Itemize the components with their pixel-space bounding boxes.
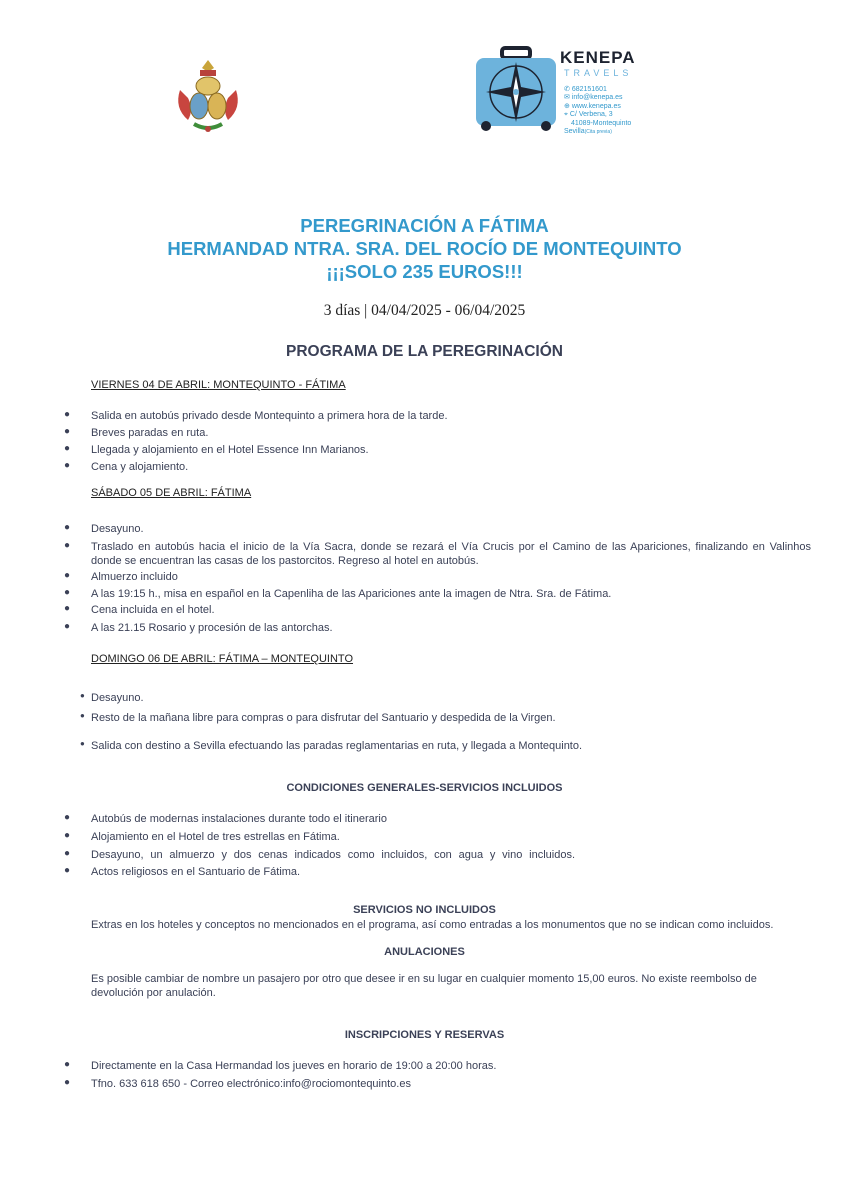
included-heading: CONDICIONES GENERALES-SERVICIOS INCLUIDOS — [286, 782, 563, 794]
day1-item: Cena y alojamiento. — [91, 461, 189, 473]
bullet-icon: ● — [64, 603, 71, 614]
logo-address2: 41089-Montequinto — [571, 119, 632, 127]
bullet-icon: ● — [64, 426, 71, 437]
bullet-icon: ● — [64, 460, 71, 471]
brotherhood-crest-icon — [168, 56, 248, 136]
bullet-icon: ● — [64, 865, 71, 876]
day2-item: Desayuno. — [91, 523, 144, 535]
bullet-icon: ● — [64, 570, 71, 581]
day3-item: Resto de la mañana libre para compras o para disfrutar del Santuario y despedida de la Virgen. — [91, 712, 556, 724]
cancellations-heading: ANULACIONES — [384, 946, 465, 958]
day2-heading: SÁBADO 05 DE ABRIL: FÁTIMA — [91, 487, 252, 499]
logo-name: KENEPA — [560, 48, 636, 67]
bullet-icon: ● — [64, 522, 71, 533]
day1-item: Llegada y alojamiento en el Hotel Essence Inn Marianos. — [91, 444, 369, 456]
cancellations-text: Es posible cambiar de nombre un pasajero por otro que desee ir en su lugar en cualquier momento 15,00 euros. No existe reembolso de — [91, 973, 757, 985]
suitcase-compass-icon — [472, 46, 560, 134]
kenepa-logo — [472, 46, 652, 134]
day2-item: A las 21.15 Rosario y procesión de las antorchas. — [91, 622, 333, 634]
bullet-icon: ● — [80, 739, 85, 748]
day2-item: Cena incluida en el hotel. — [91, 604, 215, 616]
registration-heading: INSCRIPCIONES Y RESERVAS — [344, 1029, 505, 1041]
logo-web: www.kenepa.es — [571, 102, 621, 110]
included-item: Desayuno, un almuerzo y dos cenas indicados como incluidos, con agua y vino incluidos. — [91, 849, 575, 861]
bullet-icon: ● — [64, 621, 71, 632]
day2-item: A las 19:15 h., misa en español en la Capenliha de las Apariciones ante la imagen de Ntra. Sra. de Fátima. — [91, 588, 612, 600]
bullet-icon: ● — [64, 812, 71, 823]
logo-address3: Sevilla — [564, 128, 585, 136]
bullet-icon: ● — [64, 848, 71, 859]
logo-address-note: (Cita previa) — [584, 129, 612, 136]
logo-email: info@kenepa.es — [571, 94, 623, 102]
title-line-1: PEREGRINACIÓN A FÁTIMA — [300, 215, 549, 236]
included-item: Actos religiosos en el Santuario de Fátima. — [91, 866, 301, 878]
bullet-icon: ● — [64, 587, 71, 598]
logo-address1: C/ Verbena, 3 — [569, 111, 613, 119]
bullet-icon: ● — [64, 409, 71, 420]
bullet-icon: ● — [64, 830, 71, 841]
day2-item: Traslado en autobús hacia el inicio de la Vía Sacra, donde se rezará el Vía Crucis por el Camino de las Apariciones, finalizando en Valinhos — [91, 541, 811, 553]
day3-item: Salida con destino a Sevilla efectuando las paradas reglamentarias en ruta, y llegada a Montequinto. — [91, 740, 583, 752]
day2-item: Almuerzo incluido — [91, 571, 178, 583]
bullet-icon: ● — [64, 1077, 71, 1088]
not-included-text: Extras en los hoteles y conceptos no mencionados en el programa, así como entradas a los monumentos que no se indican como incluidos. — [91, 919, 774, 931]
included-item: Autobús de modernas instalaciones durante todo el itinerario — [91, 813, 387, 825]
day1-item: Salida en autobús privado desde Montequinto a primera hora de la tarde. — [91, 410, 448, 422]
bullet-icon: ● — [64, 443, 71, 454]
day3-item: Desayuno. — [91, 692, 144, 704]
page-title — [0, 214, 849, 283]
program-title: PROGRAMA DE LA PEREGRINACIÓN — [285, 343, 563, 360]
registration-contact: Tfno. 633 618 650 - Correo electrónico:info@rociomontequinto.es — [91, 1078, 411, 1090]
logo-contact: ✆ 682151601 ✉ info@kenepa.es ⊕ www.kenepa.es ⌖ C/ Verbena, 3 41089-Montequinto Sevilla(Cita previa) — [564, 86, 654, 136]
logo-phone: 682151601 — [571, 86, 607, 93]
registration-item: Directamente en la Casa Hermandad los jueves en horario de 19:00 a 20:00 horas. — [91, 1060, 497, 1072]
day1-heading: VIERNES 04 DE ABRIL: MONTEQUINTO - FÁTIMA — [91, 379, 346, 391]
bullet-icon: ● — [64, 1059, 71, 1070]
day2-item-continued: donde se encuentran las casas de los pastorcitos. Regreso al hotel en autobús. — [91, 555, 479, 567]
logo-subtitle: TRAVELS — [564, 68, 633, 78]
bullet-icon: ● — [64, 540, 71, 551]
bullet-icon: ● — [80, 691, 85, 700]
day3-heading: DOMINGO 06 DE ABRIL: FÁTIMA – MONTEQUINTO — [91, 653, 354, 665]
included-item: Alojamiento en el Hotel de tres estrellas en Fátima. — [91, 831, 340, 843]
title-line-3: ¡¡¡SOLO 235 EUROS!!! — [326, 261, 523, 282]
cancellations-text-continued: devolución por anulación. — [91, 987, 216, 999]
not-included-heading: SERVICIOS NO INCLUIDOS — [353, 904, 496, 916]
title-line-2: HERMANDAD NTRA. SRA. DEL ROCÍO DE MONTEQUINTO — [167, 238, 682, 259]
bullet-icon: ● — [80, 711, 85, 720]
day1-item: Breves paradas en ruta. — [91, 427, 209, 439]
trip-dates: 3 días | 04/04/2025 - 06/04/2025 — [323, 302, 526, 319]
